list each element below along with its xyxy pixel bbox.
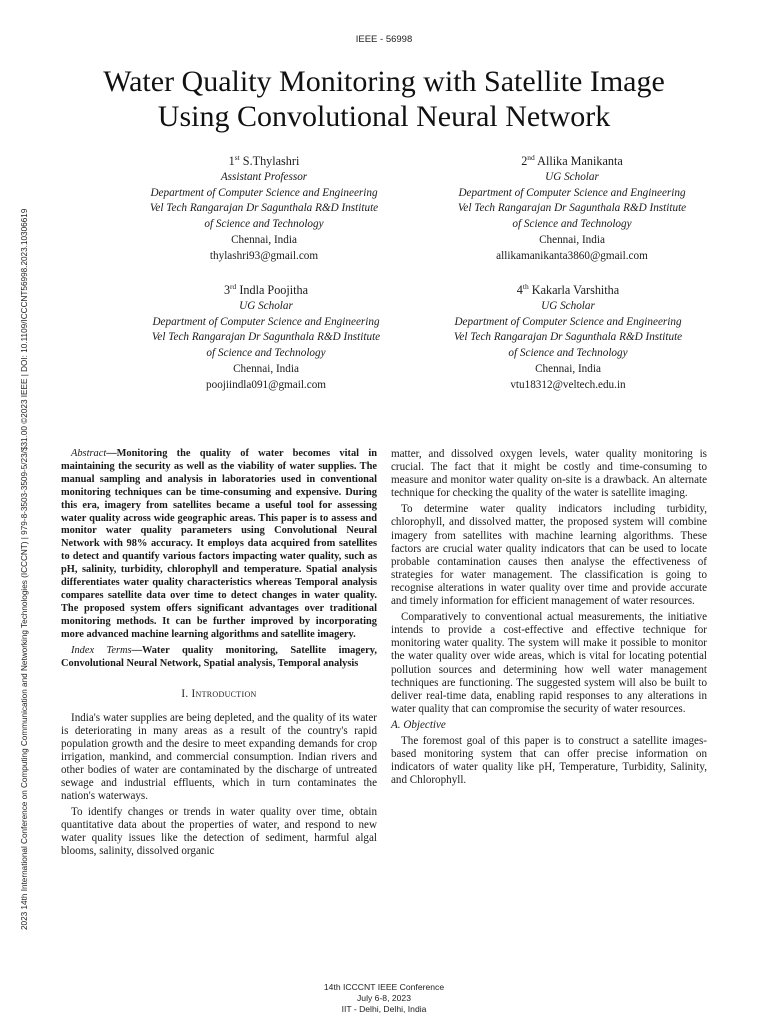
subsection-heading-objective: A. Objective [391,718,446,731]
author-inst: Vel Tech Rangarajan Dr Sagunthala R&D Institute [453,331,683,344]
intro-paragraph-4: Comparatively to conventional actual measurements, the initiative intends to provide a cost-effective and effective technique for monitoring water quality. The system will make it possible to monitor the water quality over wide areas, which is vital for locating potential pollution sources and determining how well water management techniques are functioning. The suggested system will also be built to deliver real-time data, enabling rapid responses to any alterations in water quality that can compromise the security of water resources. [391,611,707,715]
author-block-2 [422,154,722,265]
author-dept: Department of Computer Science and Engineering [458,186,686,199]
author-role: UG Scholar [239,299,293,312]
footer-dates: July 6-8, 2023 [357,992,411,1003]
abstract-label: Abstract [71,448,107,459]
author-city: Chennai, India [535,362,601,375]
page-footer [0,982,768,1014]
author-city: Chennai, India [539,233,605,246]
title-line-2: Using Convolutional Neural Network [157,100,611,133]
author-city: Chennai, India [231,233,297,246]
author-dept: Department of Computer Science and Engineering [454,315,682,328]
paper-title [60,64,708,134]
left-column [61,448,377,859]
abstract [61,448,377,642]
index-terms-label: Index Terms [71,644,132,656]
author-dept: Department of Computer Science and Engineering [150,186,378,199]
author-inst-2: of Science and Technology [206,347,326,360]
title-line-1: Water Quality Monitoring with Satellite Image [103,65,665,98]
intro-paragraph-3: To determine water quality indicators including turbidity, chlorophyll, and dissolved matter, the proposed system will combine imagery from satellites with machine learning algorithms. These factors are crucial water quality indicators that can be used to locate probable contamination causes then analyse the effectiveness of strategies for water management. The classification is going to recognise alterations in water quality over time and provide accurate and timely information for efficient management of water resources. [391,503,707,608]
intro-paragraph-1: India's water supplies are being depleted, and the quality of its water is deteriorating in many areas as a result of the country's rapid population growth and the desire to meet expanding demands for crop irrigation, mankind, and commercial consumption. Indian rivers and other bodies of water are contaminated by the discharge of untreated sewage and industrial effluents, which in turn contaminates the nation's waterways. [61,711,377,803]
conference-id: IEEE - 56998 [355,34,413,45]
footer-venue: IIT - Delhi, Delhi, India [341,1003,427,1014]
author-block-3 [116,283,416,394]
author-role: UG Scholar [545,170,599,183]
index-terms [61,645,377,671]
author-inst: Vel Tech Rangarajan Dr Sagunthala R&D Institute [457,202,687,215]
index-terms-text: —Water quality monitoring, Satellite imagery, Convolutional Neural Network, Spatial analysis, Temporal analysis [61,644,377,669]
footer-conference: 14th ICCCNT IEEE Conference [323,982,445,992]
author-name: 4th Kakarla Varshitha [516,282,620,297]
author-inst-2: of Science and Technology [512,218,632,231]
author-inst-2: of Science and Technology [508,347,628,360]
section-heading-introduction: I. Introduction [181,688,257,701]
objective-paragraph-1: The foremost goal of this paper is to construct a satellite images-based monitoring system that can offer precise information on indicators of water quality like pH, Temperature, Turbidity, Salinity, and Chlorophyll. [391,734,707,787]
citation-sidebar: 2023 14th International Conference on Computing Communication and Networking Technologies (ICCCNT) | 979-8-3503-3509-5/23/$31.00 ©2023 IEEE | DOI: 10.1109/ICCCNT56998.2023.10306619 [20,208,29,930]
author-city: Chennai, India [233,362,299,375]
author-inst: Vel Tech Rangarajan Dr Sagunthala R&D Institute [151,331,381,344]
right-column [391,448,707,787]
author-role: UG Scholar [541,299,595,312]
author-name: 1st S.Thylashri [228,153,300,168]
author-inst: Vel Tech Rangarajan Dr Sagunthala R&D Institute [149,202,379,215]
author-name: 2nd Allika Manikanta [521,153,623,168]
intro-paragraph-2-continued: matter, and dissolved oxygen levels, water quality monitoring is crucial. The fact that it might be costly and time-consuming to measure and monitor water quality on-site is a drawback. An alternate technique for checking the quality of the water is satellite imaging. [391,448,707,500]
author-email: thylashri93@gmail.com [209,249,319,262]
author-role: Assistant Professor [220,170,308,183]
author-email: vtu18312@veltech.edu.in [510,378,626,391]
author-email: allikamanikanta3860@gmail.com [496,249,648,262]
author-inst-2: of Science and Technology [204,218,324,231]
author-dept: Department of Computer Science and Engineering [152,315,380,328]
author-email: poojiindla091@gmail.com [206,378,326,391]
author-name: 3rd Indla Poojitha [223,282,309,297]
intro-paragraph-2: To identify changes or trends in water quality over time, obtain quantitative data about the properties of water, and respond to new water quality issues like the detection of sediment, harmful algal blooms, salinity, dissolved organic [61,806,377,858]
abstract-text: —Monitoring the quality of water becomes vital in maintaining the security as well as the viability of water supplies. The manual sampling and analysis in laboratories used in conventional monitoring techniques can be time-consuming and expensive. During this era, imagery from satellites became a useful tool for assessing water quality across wide geographic areas. This paper is to assess and monitor water quality parameters using Convolutional Neural Network with 98% accuracy. It employs data acquired from satellites to detect and quantify various factors impacting water quality, such as pH, salinity, turbidity, chlorophyll and temperature. Spatial analysis differentiates water quality characteristics whereas Temporal analysis compares satellite data over time to detect changes in water quality. The proposed system offers significant advantages over traditional monitoring methods. It can be further improved by incorporating more advanced machine learning algorithms and satellite imagery. [61,448,377,640]
author-block-4 [418,283,718,394]
author-block-1 [114,154,414,265]
